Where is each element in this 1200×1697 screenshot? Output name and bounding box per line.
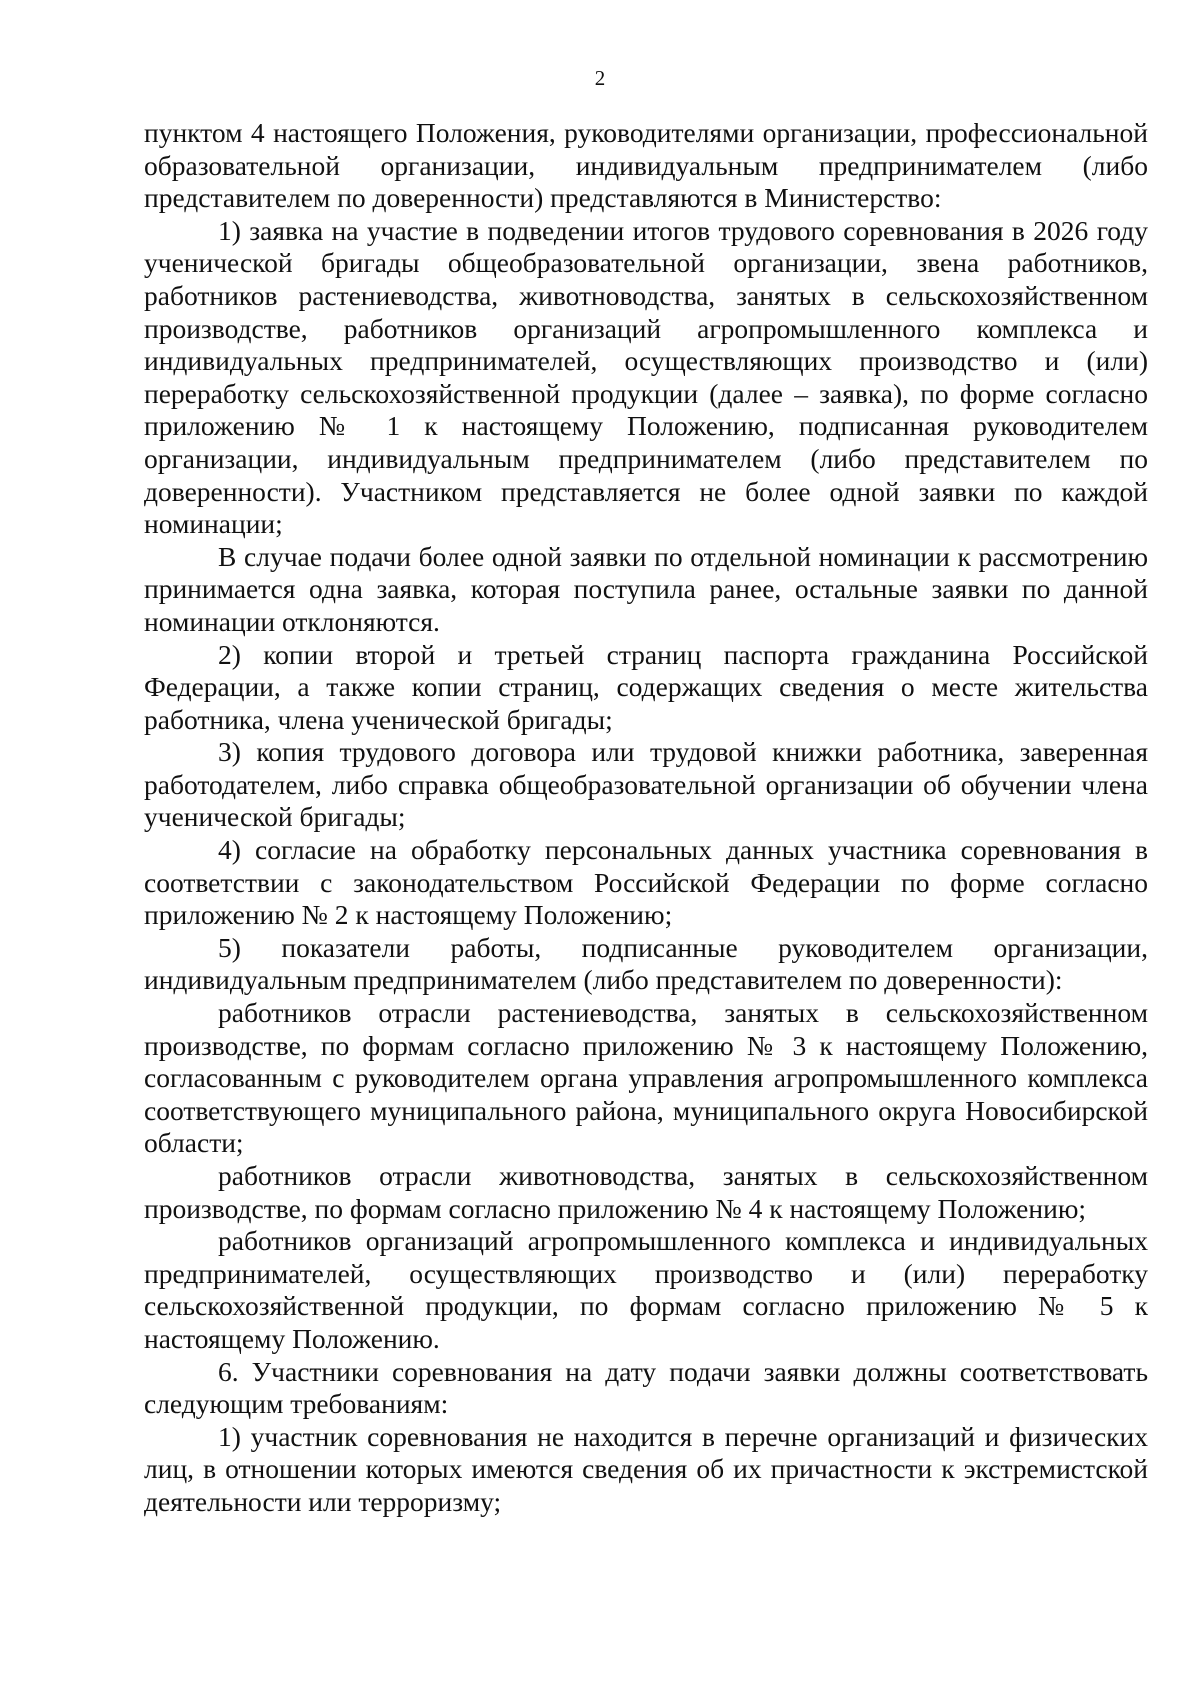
paragraph-item-5-indicators: 5) показатели работы, подписанные руководителем организации, индивидуальным предпринимателем (либо представителем по доверенности):	[144, 931, 1148, 996]
paragraph-multiple-applications: В случае подачи более одной заявки по отдельной номинации к рассмотрению принимается одна заявка, которая поступила ранее, остальные заявки по данной номинации отклоняются.	[144, 540, 1148, 637]
paragraph-livestock-workers: работников отрасли животноводства, занятых в сельскохозяйственном производстве, по формам согласно приложению № 4 к настоящему Положению;	[144, 1160, 1148, 1224]
page-number: 2	[594, 66, 606, 90]
paragraph-section-6: 6. Участники соревнования на дату подачи заявки должны соответствовать следующим требованиям:	[144, 1355, 1148, 1420]
paragraph-intro: пунктом 4 настоящего Положения, руководителями организации, профессиональной образовательной организации, индивидуальным предпринимателем (либо представителем по доверенности) представляются в Министерство:	[144, 117, 1148, 214]
paragraph-item-2-passport: 2) копии второй и третьей страниц паспорта гражданина Российской Федерации, а также копии страниц, содержащих сведения о месте жительства работника, члена ученической бригады;	[144, 638, 1148, 735]
paragraph-item-4-consent: 4) согласие на обработку персональных данных участника соревнования в соответствии с законодательством Российской Федерации по форме согласно приложению № 2 к настоящему Положению;	[144, 834, 1148, 931]
paragraph-requirement-1: 1) участник соревнования не находится в перечне организаций и физических лиц, в отношении которых имеются сведения об их причастности к экстремистской деятельности или терроризму;	[144, 1420, 1148, 1517]
paragraph-item-1-application: 1) заявка на участие в подведении итогов трудового соревнования в 2026 году ученической бригады общеобразовательной организации, звена работников, работников растениеводства, животноводства, занятых в сельскохозяйственном производстве, работников организаций агропромышленного комплекса и индивидуальных предпринимателей, осуществляющих производство и (или) переработку сельскохозяйственной продукции (далее – заявка), по форме согласно приложению № 1 к настоящему Положению, подписанная руководителем организации, индивидуальным предпринимателем (либо представителем по доверенности). Участником представляется не более одной заявки по каждой номинации;	[144, 214, 1148, 540]
paragraph-item-3-employment: 3) копия трудового договора или трудовой книжки работника, заверенная работодателем, либо справка общеобразовательной организации об обучении члена ученической бригады;	[144, 736, 1148, 833]
document-body	[144, 117, 1148, 1519]
paragraph-crop-workers: работников отрасли растениеводства, занятых в сельскохозяйственном производстве, по формам согласно приложению № 3 к настоящему Положению, согласованным с руководителем органа управления агропромышленного комплекса соответствующего муниципального района, муниципального округа Новосибирской области;	[144, 997, 1148, 1159]
paragraph-agro-workers: работников организаций агропромышленного комплекса и индивидуальных предпринимателей, осуществляющих производство и (или) переработку сельскохозяйственной продукции, по формам согласно приложению № 5 к настоящему Положению.	[144, 1225, 1148, 1354]
